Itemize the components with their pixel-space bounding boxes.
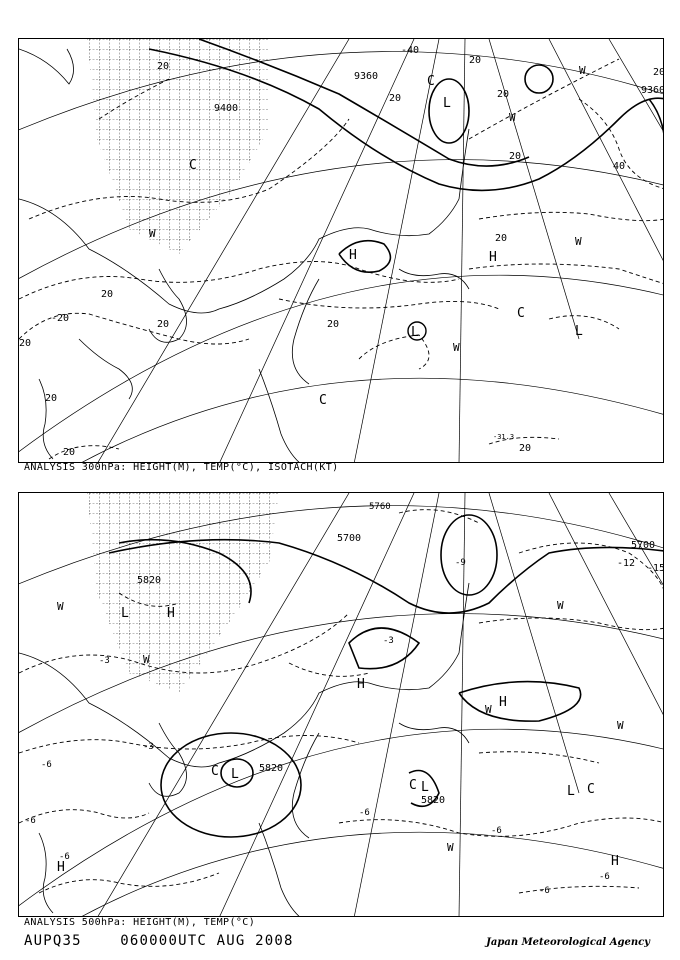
map-label: H	[349, 248, 357, 263]
hatched-region	[87, 39, 269, 254]
map-label: -6	[491, 826, 502, 836]
map-label: -31.3	[493, 433, 515, 441]
map-label: -3	[99, 656, 110, 666]
map-label: -9	[455, 558, 466, 568]
map-label: L	[231, 767, 239, 782]
map-label: L	[443, 96, 451, 111]
caption-500hpa: ANALYSIS 500hPa: HEIGHT(M), TEMP(°C)	[24, 917, 256, 928]
map-label: -6	[539, 886, 550, 896]
map-label: L	[421, 780, 429, 795]
map-label: L	[575, 324, 583, 339]
map-label: -6	[599, 872, 610, 882]
map-label: C	[189, 158, 197, 173]
map-label: H	[499, 695, 507, 710]
agency-name: Japan Meteorological Agency	[486, 937, 650, 948]
map-label: W	[557, 599, 564, 612]
map-label: -15	[647, 563, 665, 574]
map-label: 20	[469, 55, 482, 66]
map-label: 40	[613, 161, 626, 172]
map-label: L	[411, 325, 419, 340]
map-label: H	[357, 677, 365, 692]
map-500hpa	[19, 493, 664, 917]
map-label: C	[319, 393, 327, 408]
map-label: 5700	[337, 533, 362, 544]
map-label: H	[489, 250, 497, 265]
map-label: -3	[383, 636, 394, 646]
valid-time: 060000UTC AUG 2008	[120, 933, 294, 949]
map-label: -6	[41, 760, 52, 770]
map-label: -40	[401, 45, 420, 56]
map-label: 20	[653, 67, 665, 78]
map-label: -12	[617, 558, 636, 569]
chart-code: AUPQ35	[24, 933, 82, 949]
map-label: 20	[519, 443, 532, 454]
map-label: W	[579, 64, 586, 77]
map-label: 20	[497, 89, 510, 100]
map-label: H	[57, 860, 65, 875]
map-label: 20	[157, 319, 170, 330]
map-label: -20	[51, 313, 70, 324]
map-label: L	[567, 784, 575, 799]
map-label: 9360	[641, 85, 665, 96]
map-label: 20	[63, 447, 76, 458]
map-label: W	[453, 341, 460, 354]
map-label: 5820	[259, 763, 284, 774]
map-label: -6	[25, 816, 36, 826]
map-label: C	[427, 74, 435, 89]
map-label: 20	[495, 233, 508, 244]
map-label: H	[611, 854, 619, 869]
map-label: L	[121, 606, 129, 621]
map-label: 20	[101, 289, 114, 300]
caption-300hpa: ANALYSIS 300hPa: HEIGHT(M), TEMP(°C), ISOTACH(KT)	[24, 462, 339, 473]
map-label: 5700	[631, 540, 656, 551]
map-label: 20	[509, 151, 522, 162]
map-label: 5820	[421, 795, 446, 806]
map-label: H	[167, 606, 175, 621]
map-label: 20	[45, 393, 58, 404]
chart-code-and-time	[24, 933, 294, 949]
map-label: C	[211, 764, 219, 779]
map-label: 9360	[354, 71, 379, 82]
map-label: C	[587, 782, 595, 797]
map-label: W	[617, 719, 624, 732]
map-label: -3	[143, 742, 154, 752]
map-label: W	[149, 227, 156, 240]
map-label: W	[143, 653, 150, 666]
map-label: W	[57, 600, 64, 613]
map-label: W	[509, 111, 516, 124]
map-label: 20	[157, 61, 170, 72]
map-label: 5820	[137, 575, 162, 586]
map-label: C	[409, 778, 417, 793]
map-label: 20	[327, 319, 340, 330]
map-label: 20	[19, 338, 32, 349]
map-label: 20	[389, 93, 402, 104]
map-label: W	[447, 841, 454, 854]
map-label: W	[575, 235, 582, 248]
map-label: W	[485, 703, 492, 716]
map-label: 5760	[369, 502, 391, 512]
map-label: C	[517, 306, 525, 321]
map-label: -6	[359, 808, 370, 818]
map-label: 9400	[214, 103, 239, 114]
map-panel-500hpa	[18, 492, 664, 917]
map-panel-300hpa	[18, 38, 664, 463]
map-label: -6	[59, 852, 70, 862]
map-300hpa	[19, 39, 664, 463]
